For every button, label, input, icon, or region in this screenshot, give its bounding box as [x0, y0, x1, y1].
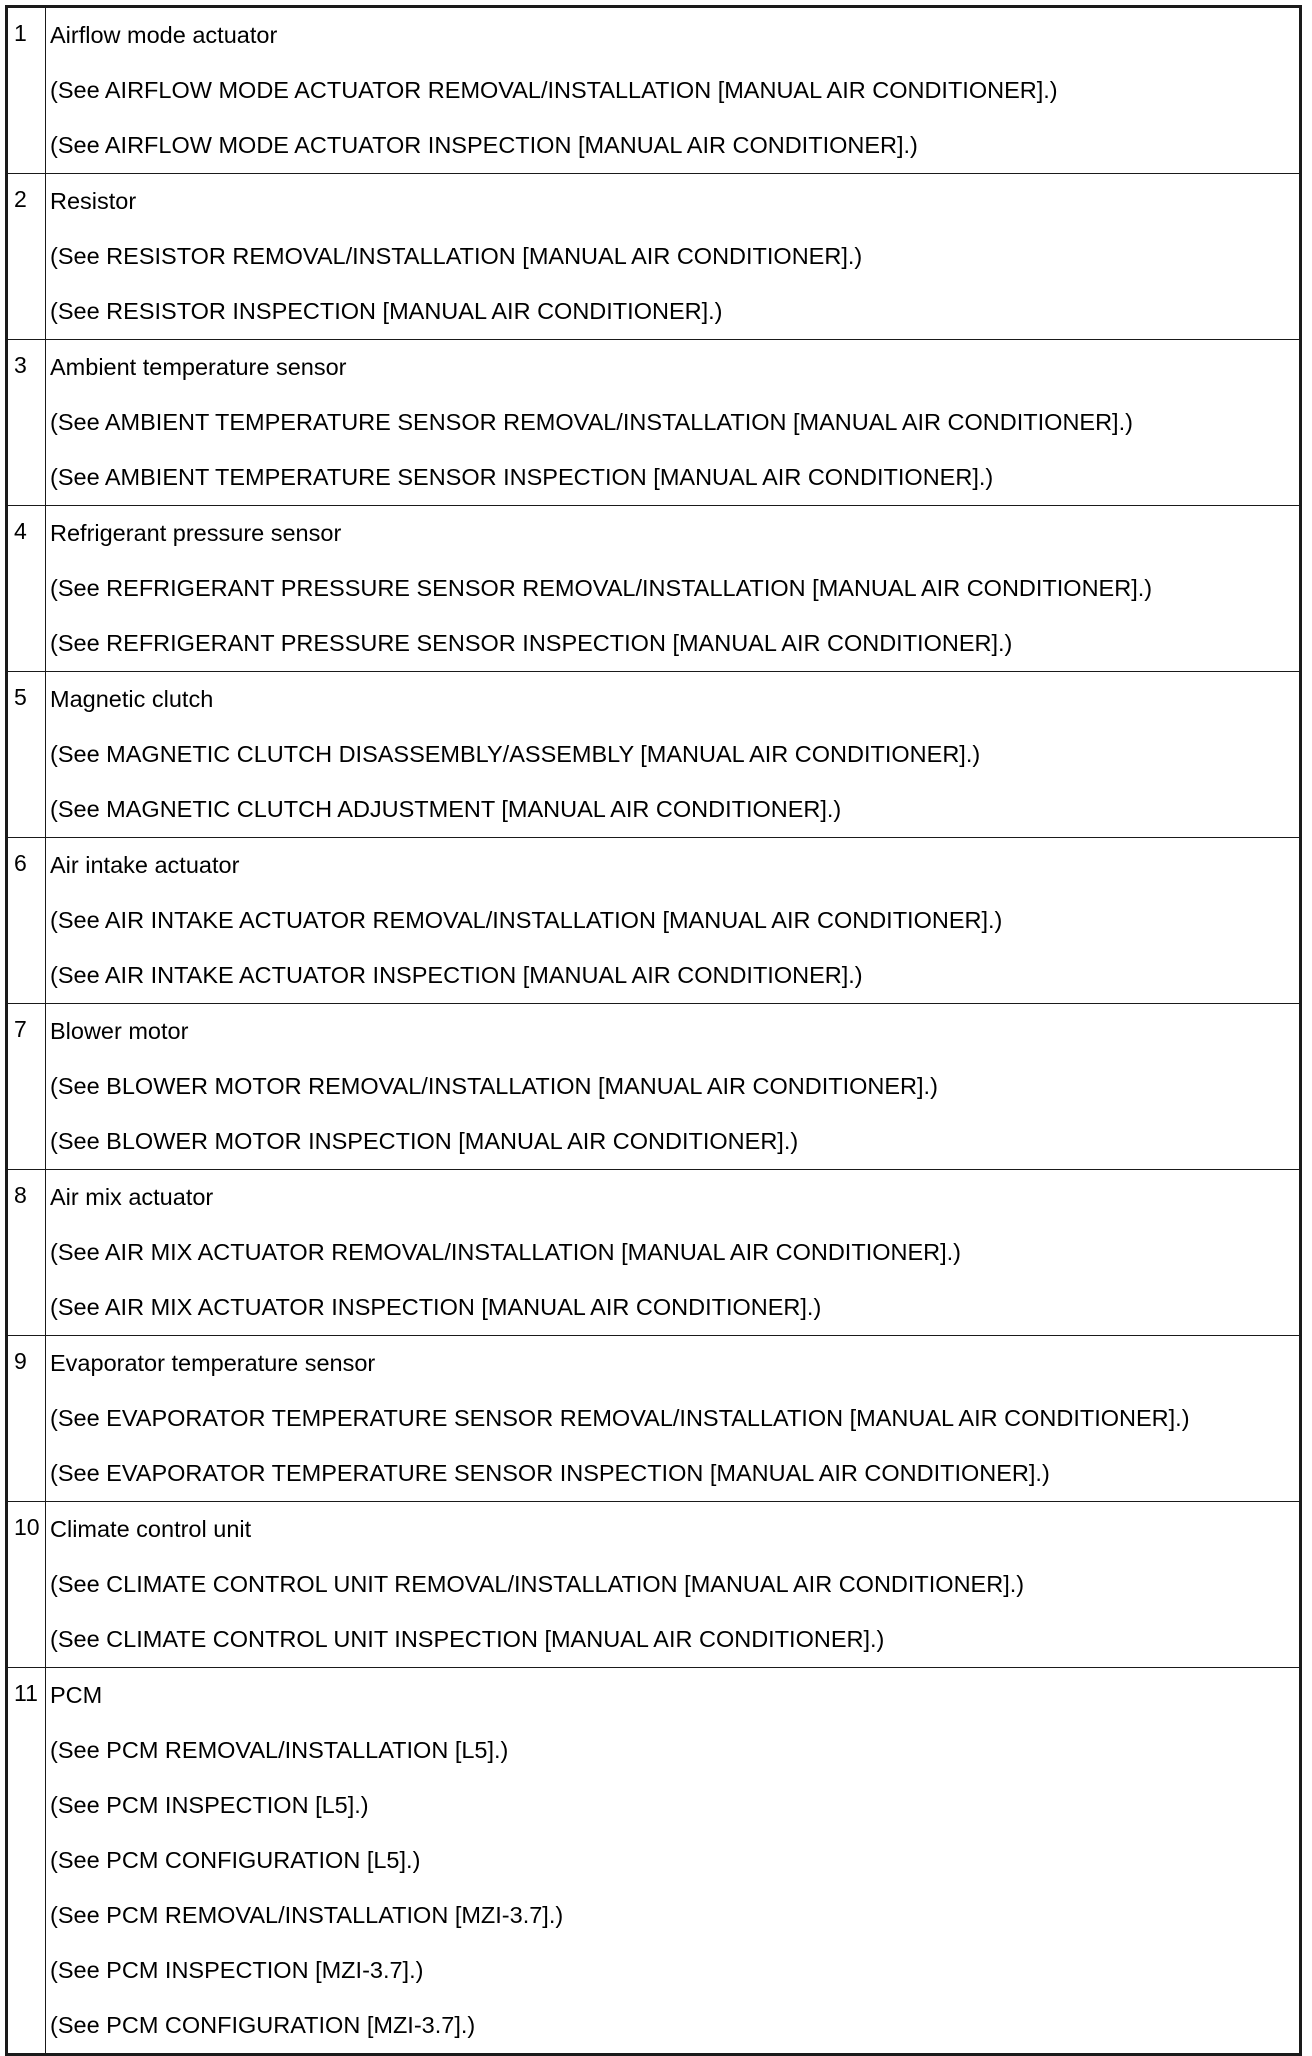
procedure-reference-link[interactable]: (See BLOWER MOTOR REMOVAL/INSTALLATION [MANUAL AIR CONDITIONER].) — [50, 1073, 938, 1099]
table-row — [7, 1502, 1301, 1668]
row-description — [46, 1502, 1301, 1668]
procedure-reference-link[interactable]: (See PCM REMOVAL/INSTALLATION [L5].) — [50, 1737, 509, 1763]
table-row — [7, 1668, 1301, 2055]
procedure-reference-link[interactable]: (See AIR INTAKE ACTUATOR REMOVAL/INSTALLATION [MANUAL AIR CONDITIONER].) — [50, 907, 1003, 933]
table-row — [7, 340, 1301, 506]
component-title: Air mix actuator — [50, 1184, 214, 1210]
procedure-reference-link[interactable]: (See AIR MIX ACTUATOR INSPECTION [MANUAL AIR CONDITIONER].) — [50, 1294, 822, 1320]
procedure-reference-link[interactable]: (See AIR MIX ACTUATOR REMOVAL/INSTALLATION [MANUAL AIR CONDITIONER].) — [50, 1239, 962, 1265]
procedure-reference-link[interactable]: (See EVAPORATOR TEMPERATURE SENSOR INSPECTION [MANUAL AIR CONDITIONER].) — [50, 1460, 1050, 1486]
row-number: 9 — [7, 1336, 46, 1502]
row-number: 11 — [7, 1668, 46, 2055]
row-description — [46, 672, 1301, 838]
row-number: 4 — [7, 506, 46, 672]
row-description — [46, 838, 1301, 1004]
row-description — [46, 174, 1301, 340]
procedure-reference-link[interactable]: (See AMBIENT TEMPERATURE SENSOR INSPECTION [MANUAL AIR CONDITIONER].) — [50, 464, 994, 490]
component-title: PCM — [50, 1682, 103, 1708]
table-row — [7, 506, 1301, 672]
component-title: Air intake actuator — [50, 852, 240, 878]
procedure-reference-link[interactable]: (See MAGNETIC CLUTCH DISASSEMBLY/ASSEMBLY [MANUAL AIR CONDITIONER].) — [50, 741, 981, 767]
procedure-reference-link[interactable]: (See REFRIGERANT PRESSURE SENSOR REMOVAL/INSTALLATION [MANUAL AIR CONDITIONER].) — [50, 575, 1153, 601]
procedure-reference-link[interactable]: (See CLIMATE CONTROL UNIT INSPECTION [MANUAL AIR CONDITIONER].) — [50, 1626, 885, 1652]
procedure-reference-link[interactable]: (See AIR INTAKE ACTUATOR INSPECTION [MANUAL AIR CONDITIONER].) — [50, 962, 863, 988]
row-number: 5 — [7, 672, 46, 838]
procedure-reference-link[interactable]: (See REFRIGERANT PRESSURE SENSOR INSPECTION [MANUAL AIR CONDITIONER].) — [50, 630, 1013, 656]
component-title: Resistor — [50, 188, 137, 214]
procedure-reference-link[interactable]: (See RESISTOR INSPECTION [MANUAL AIR CONDITIONER].) — [50, 298, 723, 324]
row-description — [46, 7, 1301, 174]
table-row — [7, 1004, 1301, 1170]
table-body — [7, 7, 1301, 2055]
procedure-reference-link[interactable]: (See AIRFLOW MODE ACTUATOR INSPECTION [MANUAL AIR CONDITIONER].) — [50, 132, 918, 158]
row-number: 10 — [7, 1502, 46, 1668]
procedure-reference-link[interactable]: (See PCM INSPECTION [MZI-3.7].) — [50, 1957, 424, 1983]
row-number: 1 — [7, 7, 46, 174]
table-row — [7, 174, 1301, 340]
row-number: 7 — [7, 1004, 46, 1170]
component-title: Ambient temperature sensor — [50, 354, 347, 380]
component-title: Climate control unit — [50, 1516, 252, 1542]
procedure-reference-link[interactable]: (See EVAPORATOR TEMPERATURE SENSOR REMOVAL/INSTALLATION [MANUAL AIR CONDITIONER].) — [50, 1405, 1190, 1431]
row-description — [46, 1170, 1301, 1336]
component-reference-table — [5, 5, 1302, 2056]
procedure-reference-link[interactable]: (See CLIMATE CONTROL UNIT REMOVAL/INSTALLATION [MANUAL AIR CONDITIONER].) — [50, 1571, 1025, 1597]
procedure-reference-link[interactable]: (See PCM INSPECTION [L5].) — [50, 1792, 369, 1818]
table-row — [7, 1336, 1301, 1502]
table-row — [7, 1170, 1301, 1336]
procedure-reference-link[interactable]: (See AMBIENT TEMPERATURE SENSOR REMOVAL/INSTALLATION [MANUAL AIR CONDITIONER].) — [50, 409, 1133, 435]
row-description — [46, 506, 1301, 672]
row-description — [46, 340, 1301, 506]
table-row — [7, 672, 1301, 838]
component-title: Refrigerant pressure sensor — [50, 520, 342, 546]
table-row — [7, 838, 1301, 1004]
row-description — [46, 1336, 1301, 1502]
table-row — [7, 7, 1301, 174]
procedure-reference-link[interactable]: (See AIRFLOW MODE ACTUATOR REMOVAL/INSTALLATION [MANUAL AIR CONDITIONER].) — [50, 77, 1058, 103]
component-title: Blower motor — [50, 1018, 189, 1044]
row-description — [46, 1004, 1301, 1170]
row-description — [46, 1668, 1301, 2055]
procedure-reference-link[interactable]: (See BLOWER MOTOR INSPECTION [MANUAL AIR CONDITIONER].) — [50, 1128, 799, 1154]
row-number: 3 — [7, 340, 46, 506]
procedure-reference-link[interactable]: (See PCM CONFIGURATION [MZI-3.7].) — [50, 2012, 476, 2038]
row-number: 6 — [7, 838, 46, 1004]
component-title: Airflow mode actuator — [50, 22, 278, 48]
row-number: 2 — [7, 174, 46, 340]
procedure-reference-link[interactable]: (See PCM REMOVAL/INSTALLATION [MZI-3.7].) — [50, 1902, 564, 1928]
procedure-reference-link[interactable]: (See RESISTOR REMOVAL/INSTALLATION [MANUAL AIR CONDITIONER].) — [50, 243, 863, 269]
procedure-reference-link[interactable]: (See MAGNETIC CLUTCH ADJUSTMENT [MANUAL AIR CONDITIONER].) — [50, 796, 842, 822]
component-title: Magnetic clutch — [50, 686, 214, 712]
procedure-reference-link[interactable]: (See PCM CONFIGURATION [L5].) — [50, 1847, 421, 1873]
row-number: 8 — [7, 1170, 46, 1336]
component-title: Evaporator temperature sensor — [50, 1350, 376, 1376]
